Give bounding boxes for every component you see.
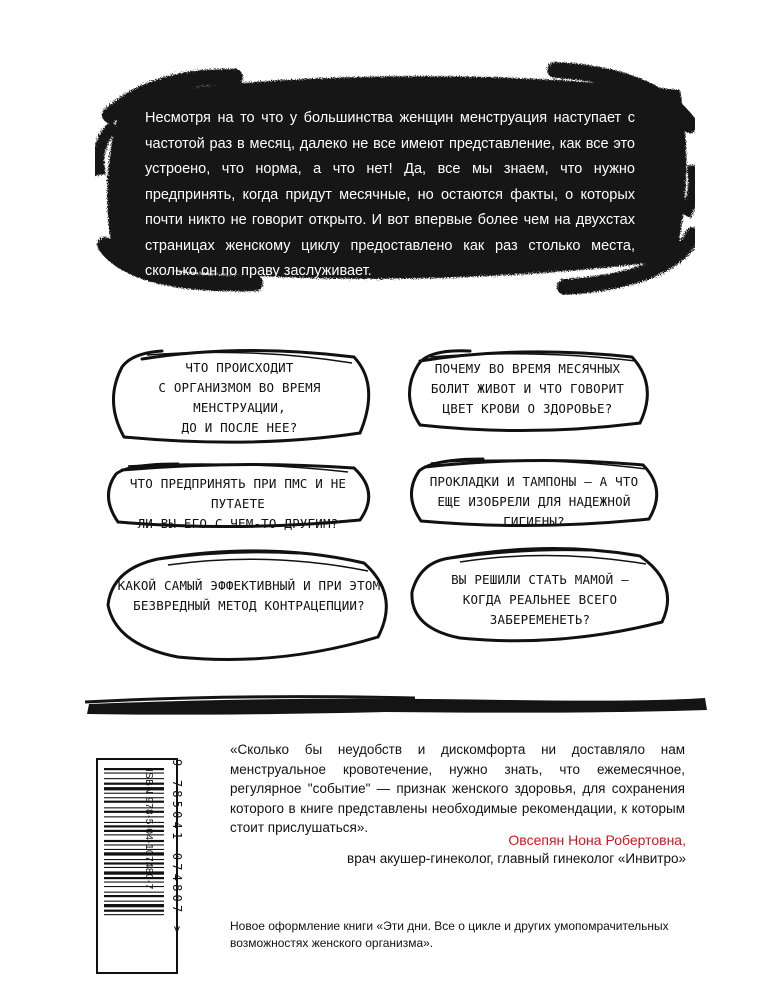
barcode-bar: [104, 844, 164, 845]
question-text: КАКОЙ САМЫЙ ЭФФЕКТИВНЫЙ И ПРИ ЭТОМ БЕЗВРЕДНЫЙ МЕТОД КОНТРАЦЕПЦИИ?: [117, 578, 381, 613]
barcode-bar: [104, 787, 164, 790]
barcode-bar: [104, 778, 164, 779]
barcode: [96, 758, 178, 974]
barcode-bar: [104, 768, 164, 770]
barcode-bar: [104, 793, 164, 794]
question-text: ВЫ РЕШИЛИ СТАТЬ МАМОЙ — КОГДА РЕАЛЬНЕЕ ВСЕГО ЗАБЕРЕМЕНЕТЬ?: [451, 572, 629, 627]
question-text: ПОЧЕМУ ВО ВРЕМЯ МЕСЯЧНЫХ БОЛИТ ЖИВОТ И ЧТО ГОВОРИТ ЦВЕТ КРОВИ О ЗДОРОВЬЕ?: [430, 361, 625, 416]
barcode-bar: [104, 859, 164, 860]
barcode-bar: [104, 834, 164, 835]
barcode-bar: [104, 904, 164, 907]
barcode-bar: [104, 849, 164, 850]
barcode-bar: [104, 807, 164, 808]
quote-author-name: Овсепян Нона Робертовна,: [508, 832, 686, 848]
barcode-bar: [104, 871, 164, 874]
barcode-bar: [104, 852, 164, 855]
quote-author-title: врач акушер-гинеколог, главный гинеколог «Инвитро»: [347, 851, 686, 866]
barcode-bar: [104, 895, 164, 897]
expert-quote: «Сколько бы неудобств и дискомфорта ни доставляло нам менструальное кровотечение, нужно знать, что ежемесячное, регулярное "событие" — признак женского здоровья, для сохранения которого в книге представлены необходимые рекомендации, к которым стоит прислушаться».: [230, 742, 685, 835]
barcode-bar: [104, 811, 164, 813]
intro-text: Несмотря на то что у большинства женщин менструация наступает с частотой раз в месяц, далеко не все имеют представление, как все это устроено, что норма, а что нет! Да, все мы знаем, что нужно предпринять, когда придут месячные, но остаются факты, о которых почти никто не говорит открыто. И вот впервые более чем на двухстах страницах женскому циклу предоставлено как раз столько места, сколько он по праву заслуживает.: [145, 110, 635, 279]
barcode-digits: 9 785041 074807 >: [170, 759, 184, 937]
edition-note: Новое оформление книги «Эти дни. Все о цикле и других умопомрачительных возможностях женского организма».: [230, 919, 669, 950]
barcode-bar: [104, 901, 164, 902]
brush-divider: [85, 690, 710, 720]
barcode-bar: [104, 862, 164, 864]
barcode-bar: [104, 797, 164, 798]
barcode-bar: [104, 892, 164, 893]
barcode-bar: [104, 877, 164, 879]
barcode-bar: [104, 886, 164, 887]
barcode-bar: [104, 910, 164, 912]
barcode-bar: [104, 822, 164, 823]
barcode-bar: [104, 882, 164, 883]
barcode-bar: [104, 773, 164, 774]
barcode-bars: [104, 766, 164, 966]
barcode-bar: [104, 801, 164, 803]
question-text: ЧТО ПРЕДПРИНЯТЬ ПРИ ПМС И НЕ ПУТАЕТЕ ЛИ ВЫ ЕГО С ЧЕМ-ТО ДРУГИМ?: [129, 476, 347, 531]
isbn-number: ISBN 978-5-04-107480-7: [143, 769, 154, 890]
barcode-bar: [104, 816, 164, 817]
barcode-bar: [104, 867, 164, 868]
question-text: ПРОКЛАДКИ И ТАМПОНЫ — А ЧТО ЕЩЕ ИЗОБРЕЛИ ДЛЯ НАДЕЖНОЙ ГИГИЕНЫ?: [429, 474, 639, 529]
question-text: ЧТО ПРОИСХОДИТ С ОРГАНИЗМОМ ВО ВРЕМЯ МЕНСТРУАЦИИ, ДО И ПОСЛЕ НЕЕ?: [158, 360, 321, 435]
barcode-bar: [104, 840, 164, 842]
barcode-bar: [104, 830, 164, 832]
barcode-bar: [104, 825, 164, 827]
barcode-bar: [104, 783, 164, 785]
barcode-bar: [104, 914, 164, 915]
